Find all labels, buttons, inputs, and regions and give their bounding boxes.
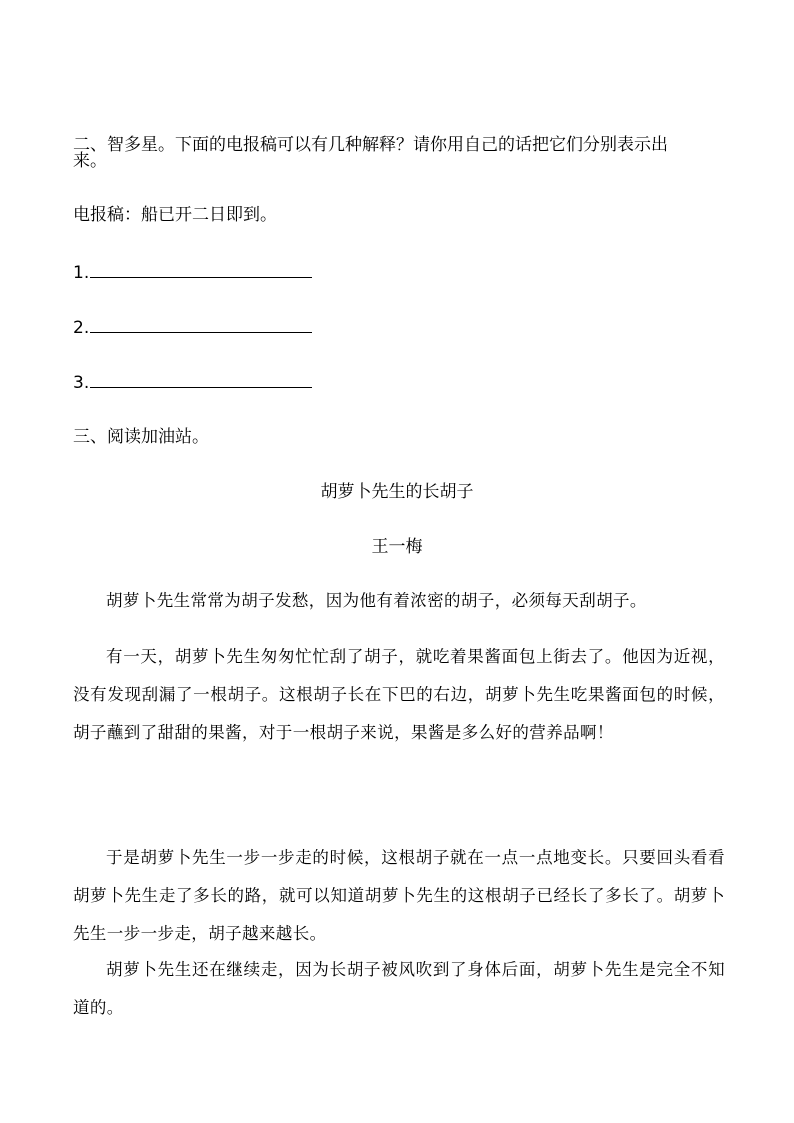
section3-heading: 三、阅读加油站。 <box>73 427 209 447</box>
story-paragraph-4: 胡萝卜先生还在继续走，因为长胡子被风吹到了身体后面，胡萝卜先生是完全不知道的。 <box>73 960 725 1017</box>
answer-number: 2. <box>73 318 90 338</box>
answer-number: 3. <box>73 373 90 393</box>
answer-blank[interactable] <box>90 261 312 278</box>
answer-number: 1. <box>73 263 90 283</box>
story-paragraph-2: 有一天，胡萝卜先生匆匆忙忙刮了胡子，就吃着果酱面包上街去了。他因为近视，没有发现刮漏了一根胡子。这根胡子长在下巴的右边，胡萝卜先生吃果酱面包的时候，胡子蘸到了甜甜的果酱，对于一根胡子来说，果酱是多么好的营养品啊！ <box>73 647 725 742</box>
section2-heading-line1: 二、智多星。下面的电报稿可以有几种解释？请你用自己的话把它们分别表示出 <box>73 135 668 155</box>
story-title: 胡萝卜先生的长胡子 <box>320 482 474 502</box>
story-paragraph-3: 于是胡萝卜先生一步一步走的时候，这根胡子就在一点一点地变长。只要回头看看胡萝卜先生走了多长的路，就可以知道胡萝卜先生的这根胡子已经长了多长了。胡萝卜先生一步一步走，胡子越来越长。 <box>73 848 725 943</box>
answer-blank[interactable] <box>90 316 312 333</box>
answer-line-2 <box>73 316 312 339</box>
story-author: 王一梅 <box>371 537 423 557</box>
telegram-text: 电报稿：船已开二日即到。 <box>73 205 277 225</box>
section2-heading-line2: 来。 <box>73 151 107 171</box>
story-paragraph-1: 胡萝卜先生常常为胡子发愁，因为他有着浓密的胡子，必须每天刮胡子。 <box>106 591 647 610</box>
answer-blank[interactable] <box>90 371 312 388</box>
answer-line-3 <box>73 371 312 394</box>
answer-line-1 <box>73 261 312 284</box>
